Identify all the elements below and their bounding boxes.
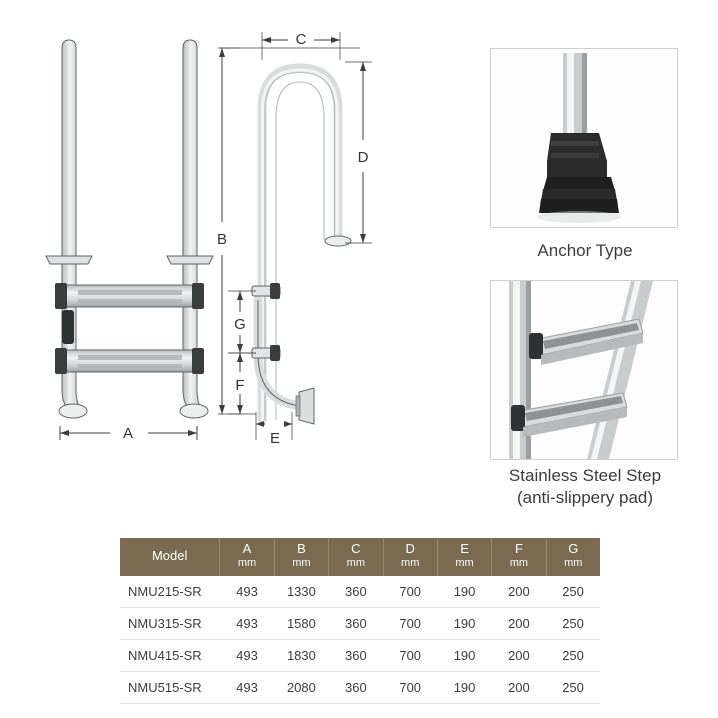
table-row [120, 672, 600, 704]
anchor-type-photo [490, 48, 678, 228]
cell-e: 190 [437, 608, 491, 640]
anchor-type-caption [455, 240, 715, 262]
cell-c: 360 [329, 576, 383, 608]
drawing-svg [0, 0, 470, 510]
side-view [217, 31, 372, 447]
cell-g: 250 [546, 608, 600, 640]
header-unit-g: mm [564, 557, 583, 569]
step-caption-line2: (anti-slippery pad) [516, 488, 654, 507]
cell-f: 200 [492, 576, 546, 608]
header-label-e: E [460, 541, 469, 556]
header-label-g: G [568, 541, 579, 556]
cell-c: 360 [329, 640, 383, 672]
front-view [46, 40, 213, 442]
anchor-caption-text: Anchor Type [537, 241, 633, 260]
ladder-technical-drawing [0, 0, 470, 510]
cell-f: 200 [492, 640, 546, 672]
table-header-row [120, 538, 600, 576]
header-label-a: A [242, 541, 252, 556]
dimensions-table [120, 538, 600, 704]
table-header-b [274, 538, 329, 576]
header-label-d: D [405, 541, 415, 556]
cell-g: 250 [546, 672, 600, 704]
dim-label-a: A [122, 425, 134, 442]
cell-model: NMU215-SR [120, 576, 220, 608]
cell-e: 190 [437, 576, 491, 608]
table-header-model [120, 538, 220, 576]
cell-a: 493 [220, 640, 274, 672]
cell-a: 493 [220, 576, 274, 608]
cell-g: 250 [546, 576, 600, 608]
step-caption-line1: Stainless Steel Step [508, 466, 662, 485]
dim-label-d: D [357, 149, 369, 166]
cell-f: 200 [492, 672, 546, 704]
cell-d: 700 [383, 608, 437, 640]
cell-model: NMU415-SR [120, 640, 220, 672]
cell-b: 2080 [274, 672, 329, 704]
cell-c: 360 [329, 672, 383, 704]
cell-b: 1330 [274, 576, 329, 608]
cell-d: 700 [383, 576, 437, 608]
header-label-model: Model [151, 548, 188, 563]
cell-d: 700 [383, 640, 437, 672]
cell-f: 200 [492, 608, 546, 640]
cell-model: NMU515-SR [120, 672, 220, 704]
header-label-c: C [351, 541, 361, 556]
header-label-f: F [514, 541, 523, 556]
cell-b: 1580 [274, 608, 329, 640]
cell-a: 493 [220, 608, 274, 640]
anchor-type-illustration [491, 49, 677, 227]
dim-label-c: C [295, 31, 307, 48]
header-unit-a: mm [237, 557, 257, 569]
cell-b: 1830 [274, 640, 329, 672]
cell-e: 190 [437, 640, 491, 672]
table-row [120, 640, 600, 672]
step-upper [55, 283, 204, 309]
table-header-c [329, 538, 383, 576]
table-header-a [220, 538, 274, 576]
header-unit-f: mm [509, 557, 529, 569]
table-header-e [437, 538, 491, 576]
dim-label-b: B [216, 231, 228, 248]
cell-model: NMU315-SR [120, 608, 220, 640]
header-unit-d: mm [401, 557, 420, 569]
table-row [120, 608, 600, 640]
cell-d: 700 [383, 672, 437, 704]
table-header-g [546, 538, 600, 576]
header-unit-c: mm [346, 557, 365, 569]
dim-label-e: E [269, 430, 281, 447]
table-header-d [383, 538, 437, 576]
table-header-f [492, 538, 546, 576]
stainless-step-photo [490, 280, 678, 460]
cell-g: 250 [546, 640, 600, 672]
dim-label-f: F [235, 377, 245, 394]
header-unit-b: mm [292, 557, 311, 569]
dim-label-g: G [234, 316, 246, 333]
header-label-b: B [297, 541, 306, 556]
header-unit-e: mm [455, 557, 474, 569]
cell-e: 190 [437, 672, 491, 704]
cell-a: 493 [220, 672, 274, 704]
cell-c: 360 [329, 608, 383, 640]
step-lower [55, 348, 204, 374]
stainless-step-illustration [491, 281, 677, 459]
table-row [120, 576, 600, 608]
stainless-step-caption [455, 465, 715, 509]
